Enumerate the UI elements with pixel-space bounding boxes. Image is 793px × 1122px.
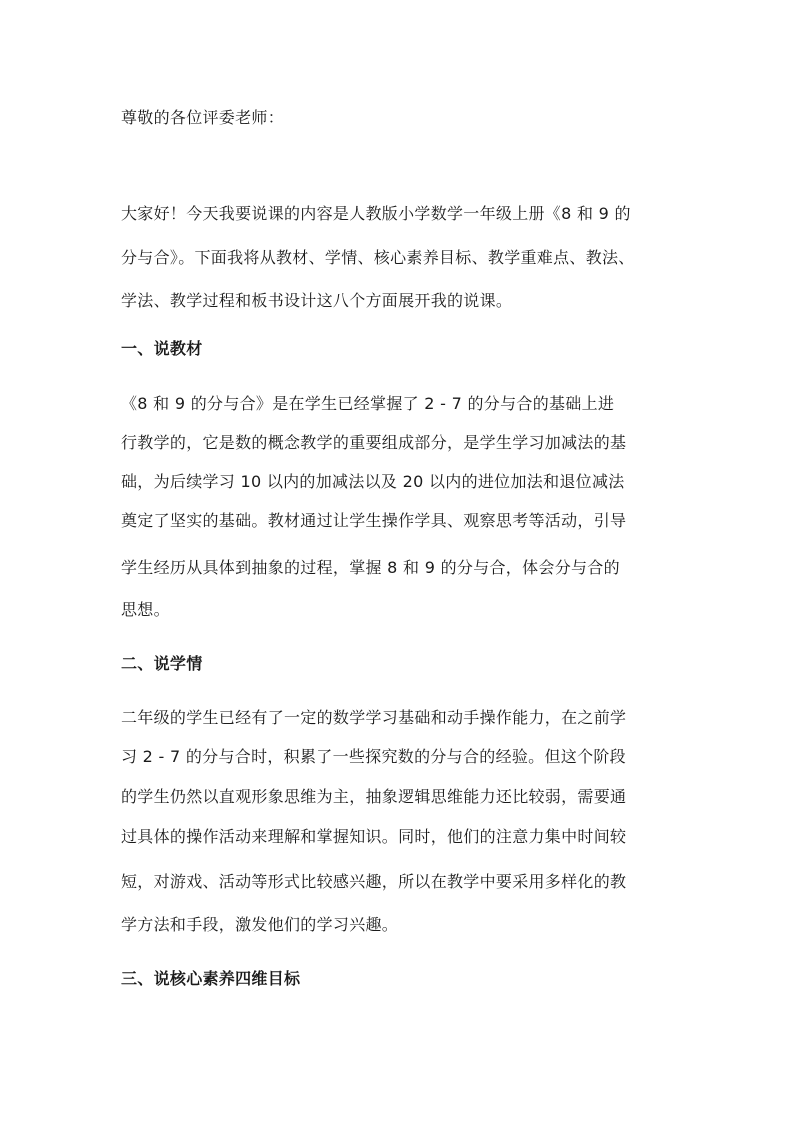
textbook-line-1: 《8 和 9 的分与合》是在学生已经掌握了 2 - 7 的分与合的基础上进 — [121, 394, 615, 413]
students-line-4: 过具体的操作活动来理解和掌握知识。同时，他们的注意力集中时间较 — [121, 827, 627, 846]
intro-line-2: 分与合》。下面我将从教材、学情、核心素养目标、教学重难点、教法、 — [121, 248, 635, 267]
students-line-1: 二年级的学生已经有了一定的数学学习基础和动手操作能力，在之前学 — [121, 708, 627, 727]
textbook-line-3: 础，为后续学习 10 以内的加减法以及 20 以内的进位加法和退位减法 — [121, 472, 625, 491]
textbook-line-4: 奠定了坚实的基础。教材通过让学生操作学具、观察思考等活动，引导 — [121, 511, 627, 530]
section-heading-students: 二、说学情 — [121, 654, 203, 673]
textbook-line-2: 行教学的，它是数的概念教学的重要组成部分，是学生学习加减法的基 — [121, 433, 627, 452]
textbook-line-5: 学生经历从具体到抽象的过程，掌握 8 和 9 的分与合，体会分与合的 — [121, 558, 620, 577]
section-heading-core-goals: 三、说核心素养四维目标 — [121, 969, 301, 988]
students-line-5: 短，对游戏、活动等形式比较感兴趣，所以在教学中要采用多样化的教 — [121, 872, 627, 891]
section-heading-textbook: 一、说教材 — [121, 339, 203, 358]
textbook-line-6: 思想。 — [121, 600, 170, 619]
salutation: 尊敬的各位评委老师： — [121, 108, 285, 127]
students-line-3: 的学生仍然以直观形象思维为主，抽象逻辑思维能力还比较弱，需要通 — [121, 787, 627, 806]
intro-line-3: 学法、教学过程和板书设计这八个方面展开我的说课。 — [121, 291, 513, 310]
students-line-6: 学方法和手段，激发他们的学习兴趣。 — [121, 915, 399, 934]
intro-line-1: 大家好！今天我要说课的内容是人教版小学数学一年级上册《8 和 9 的 — [121, 204, 631, 223]
students-line-2: 习 2 - 7 的分与合时，积累了一些探究数的分与合的经验。但这个阶段 — [121, 747, 626, 766]
